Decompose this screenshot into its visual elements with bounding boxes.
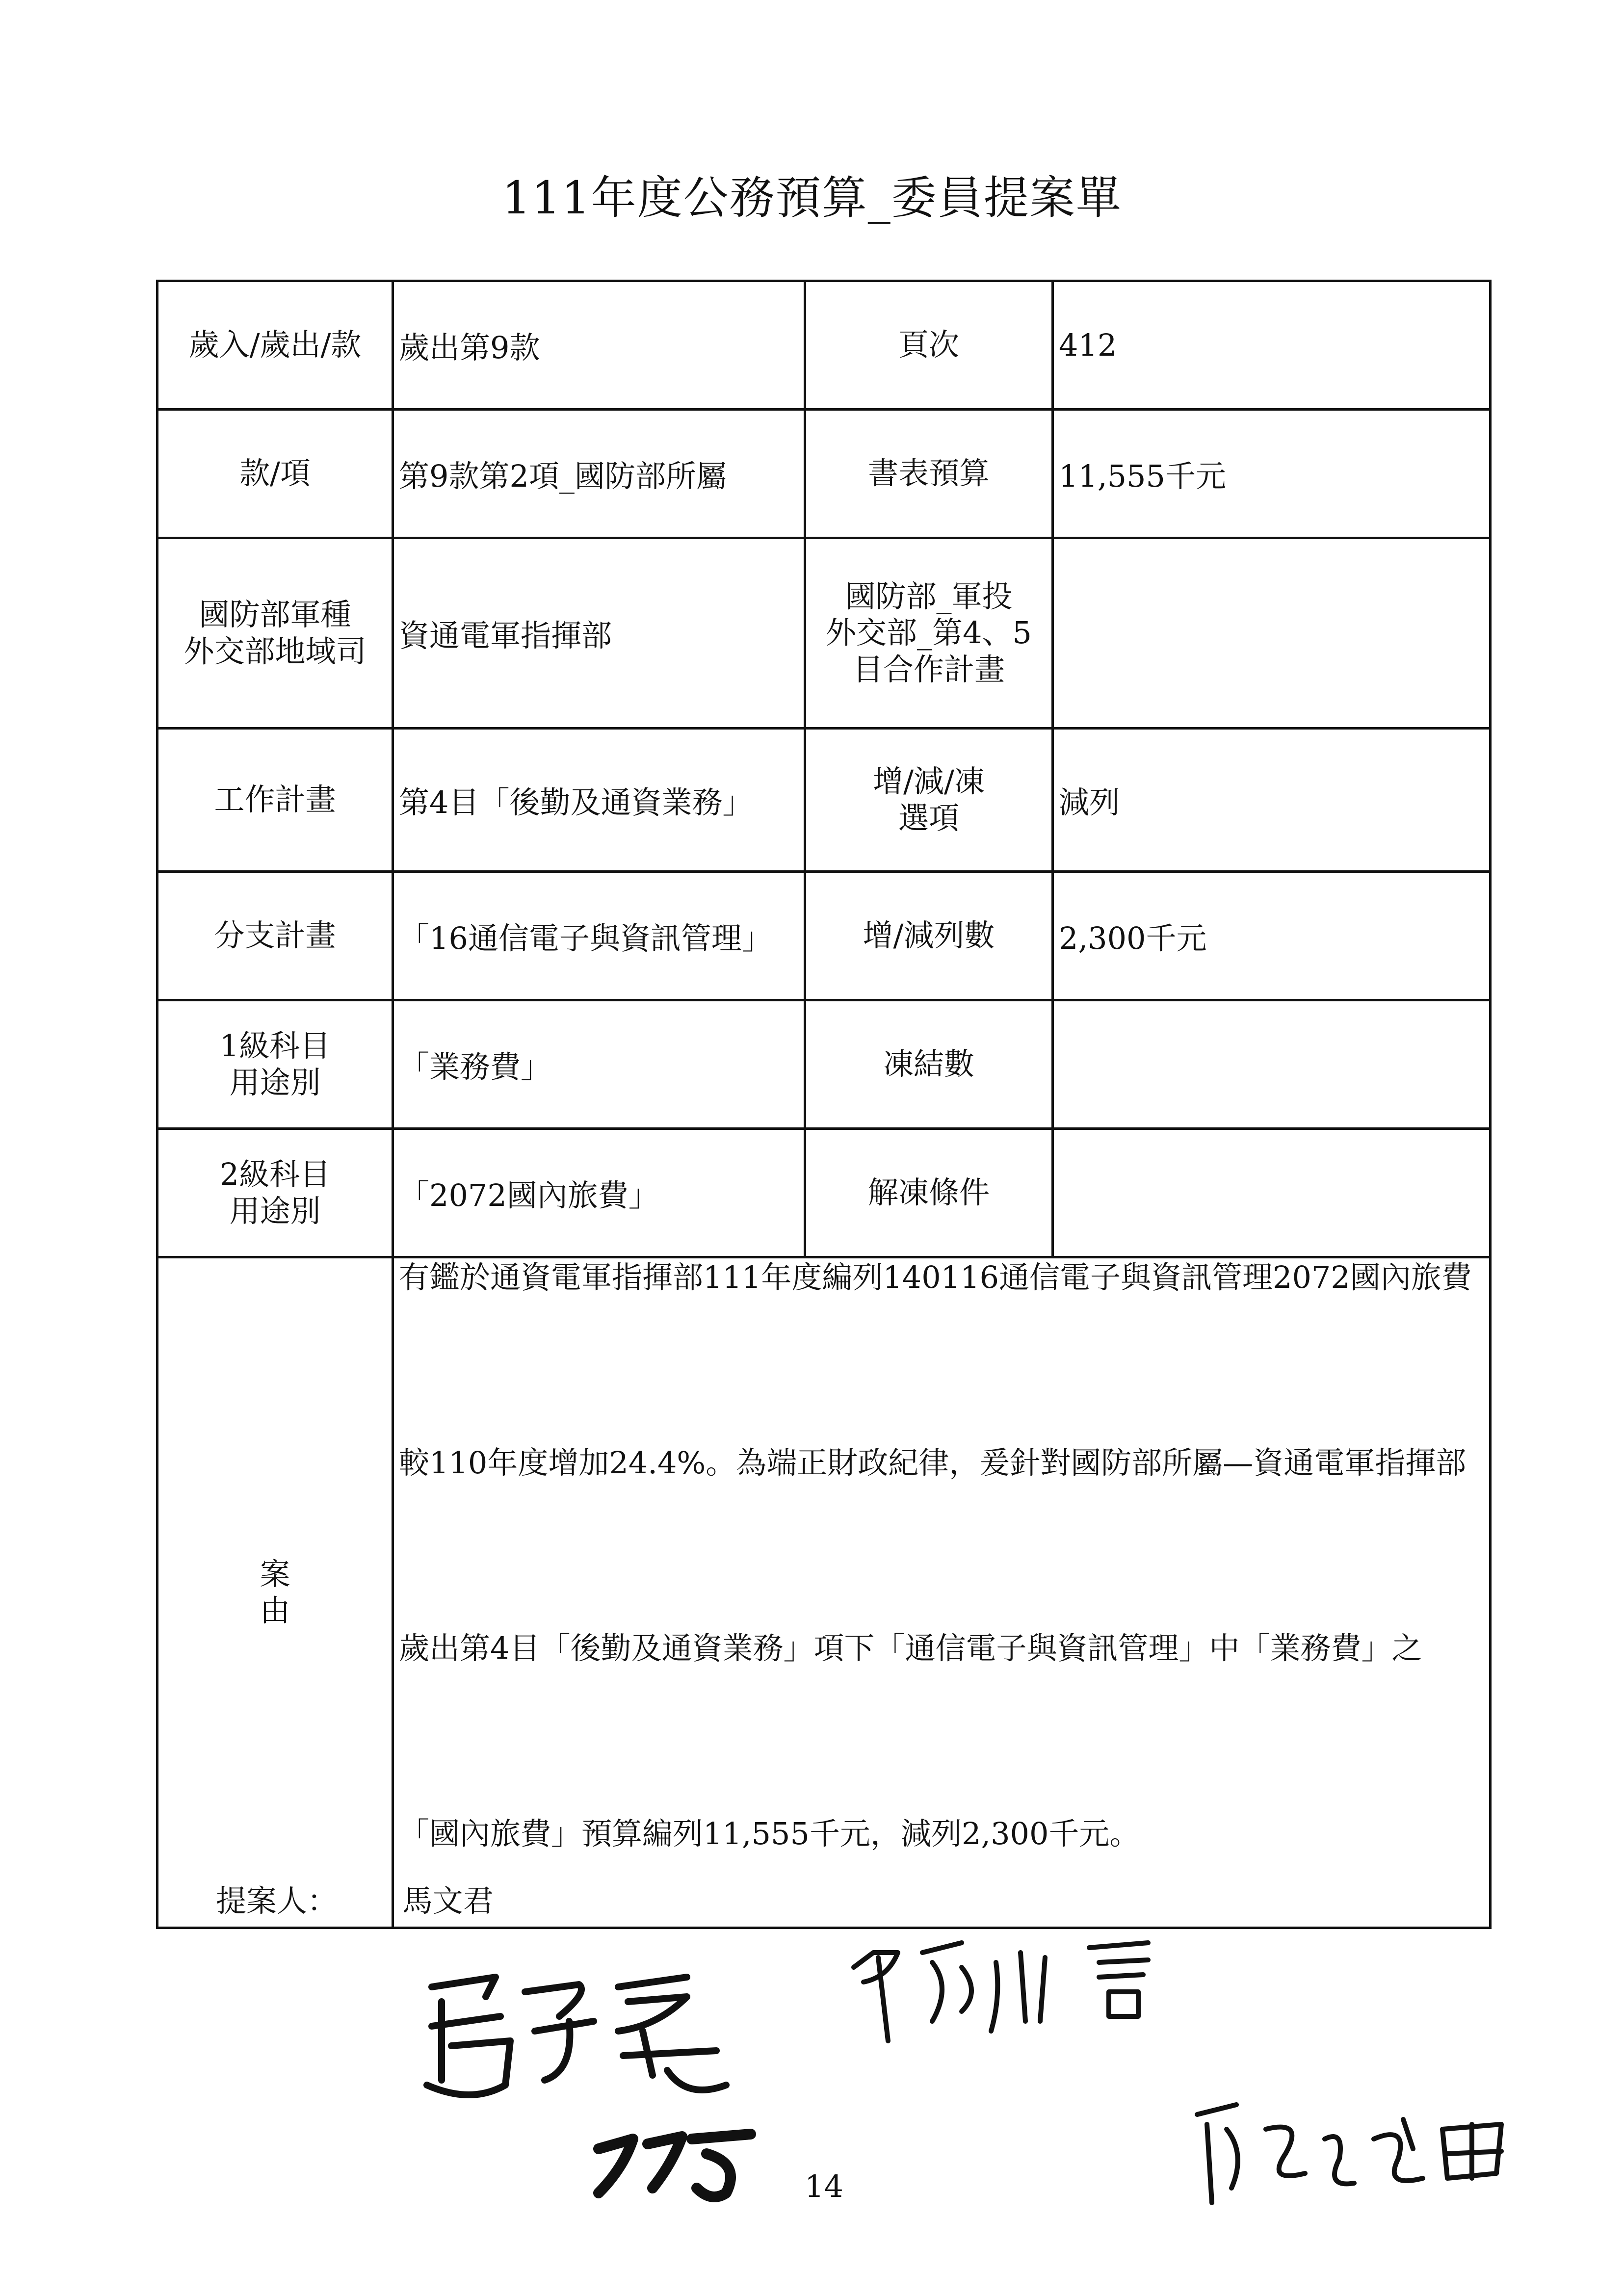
field-value: 11,555千元 <box>1053 410 1491 538</box>
reason-label: 案由 <box>260 1556 364 1628</box>
label-line: 選項 <box>898 800 959 836</box>
field-label: 凍結數 <box>805 1000 1053 1129</box>
field-label: 增/減列數 <box>805 872 1053 1000</box>
reason-cell <box>393 1257 1491 1928</box>
field-label: 解凍條件 <box>805 1129 1053 1257</box>
field-label <box>157 1129 393 1257</box>
signature-2 <box>834 1923 1236 2051</box>
table-row <box>157 1129 1491 1257</box>
label-line: 用途別 <box>229 1064 321 1100</box>
reason-label-cell <box>157 1257 393 1928</box>
proposal-table <box>156 280 1492 1929</box>
page-number: 14 <box>805 2168 843 2204</box>
label-line: 1級科目 <box>219 1028 331 1064</box>
field-value: 資通電軍指揮部 <box>393 538 805 729</box>
field-label <box>805 729 1053 872</box>
label-line: 國防部_軍投 <box>845 578 1013 614</box>
field-value <box>1053 1129 1491 1257</box>
label-line: 目合作計畫 <box>852 651 1005 687</box>
field-value: 減列 <box>1053 729 1491 872</box>
field-label <box>157 1000 393 1129</box>
label-line: 外交部_第4、5 <box>826 615 1032 651</box>
signature-3 <box>1178 2075 1531 2222</box>
signature-4 <box>579 2110 765 2208</box>
field-value <box>1053 1000 1491 1129</box>
proposer-name: 馬文君 <box>402 1883 494 1919</box>
reason-row <box>157 1257 1491 1928</box>
table-row <box>157 538 1491 729</box>
reason-text: 有鑑於通資電軍指揮部111年度編列140116通信電子與資訊管理2072國內旅費較110年度增加24.4%。為端正財政紀律，爰針對國防部所屬—資通電軍指揮部歲出第4目「後勤及通資業務」項下「通信電子與資訊管理」中「業務費」之「國內旅費」預算編列11,555千元，減列2,300千元。 <box>399 1259 1472 1852</box>
field-value: 「16通信電子與資訊管理」 <box>393 872 805 1000</box>
signature-1 <box>412 1957 736 2119</box>
table-row <box>157 872 1491 1000</box>
label-line: 增/減/凍 <box>873 763 985 800</box>
field-label: 歲入/歲出/款 <box>157 281 393 410</box>
field-value: 「業務費」 <box>393 1000 805 1129</box>
field-value: 歲出第9款 <box>393 281 805 410</box>
table-row <box>157 410 1491 538</box>
field-label <box>805 538 1053 729</box>
table-row <box>157 281 1491 410</box>
field-label: 分支計畫 <box>157 872 393 1000</box>
field-value <box>1053 538 1491 729</box>
label-line: 國防部軍種 <box>199 597 351 633</box>
table-row <box>157 729 1491 872</box>
proposer-label: 提案人： <box>216 1883 338 1919</box>
label-line: 外交部地域司 <box>183 633 367 669</box>
field-value: 「2072國內旅費」 <box>393 1129 805 1257</box>
proposer-footer <box>216 1877 494 1920</box>
field-label: 頁次 <box>805 281 1053 410</box>
field-value: 第9款第2項_國防部所屬 <box>393 410 805 538</box>
document-title: 111年度公務預算_委員提案單 <box>502 172 1122 224</box>
field-value: 第4目「後勤及通資業務」 <box>393 729 805 872</box>
field-label: 工作計畫 <box>157 729 393 872</box>
field-value: 412 <box>1053 281 1491 410</box>
label-line: 用途別 <box>229 1193 321 1229</box>
table-row <box>157 1000 1491 1129</box>
field-label <box>157 538 393 729</box>
label-line: 2級科目 <box>219 1156 331 1193</box>
field-value: 2,300千元 <box>1053 872 1491 1000</box>
field-label: 書表預算 <box>805 410 1053 538</box>
field-label: 款/項 <box>157 410 393 538</box>
